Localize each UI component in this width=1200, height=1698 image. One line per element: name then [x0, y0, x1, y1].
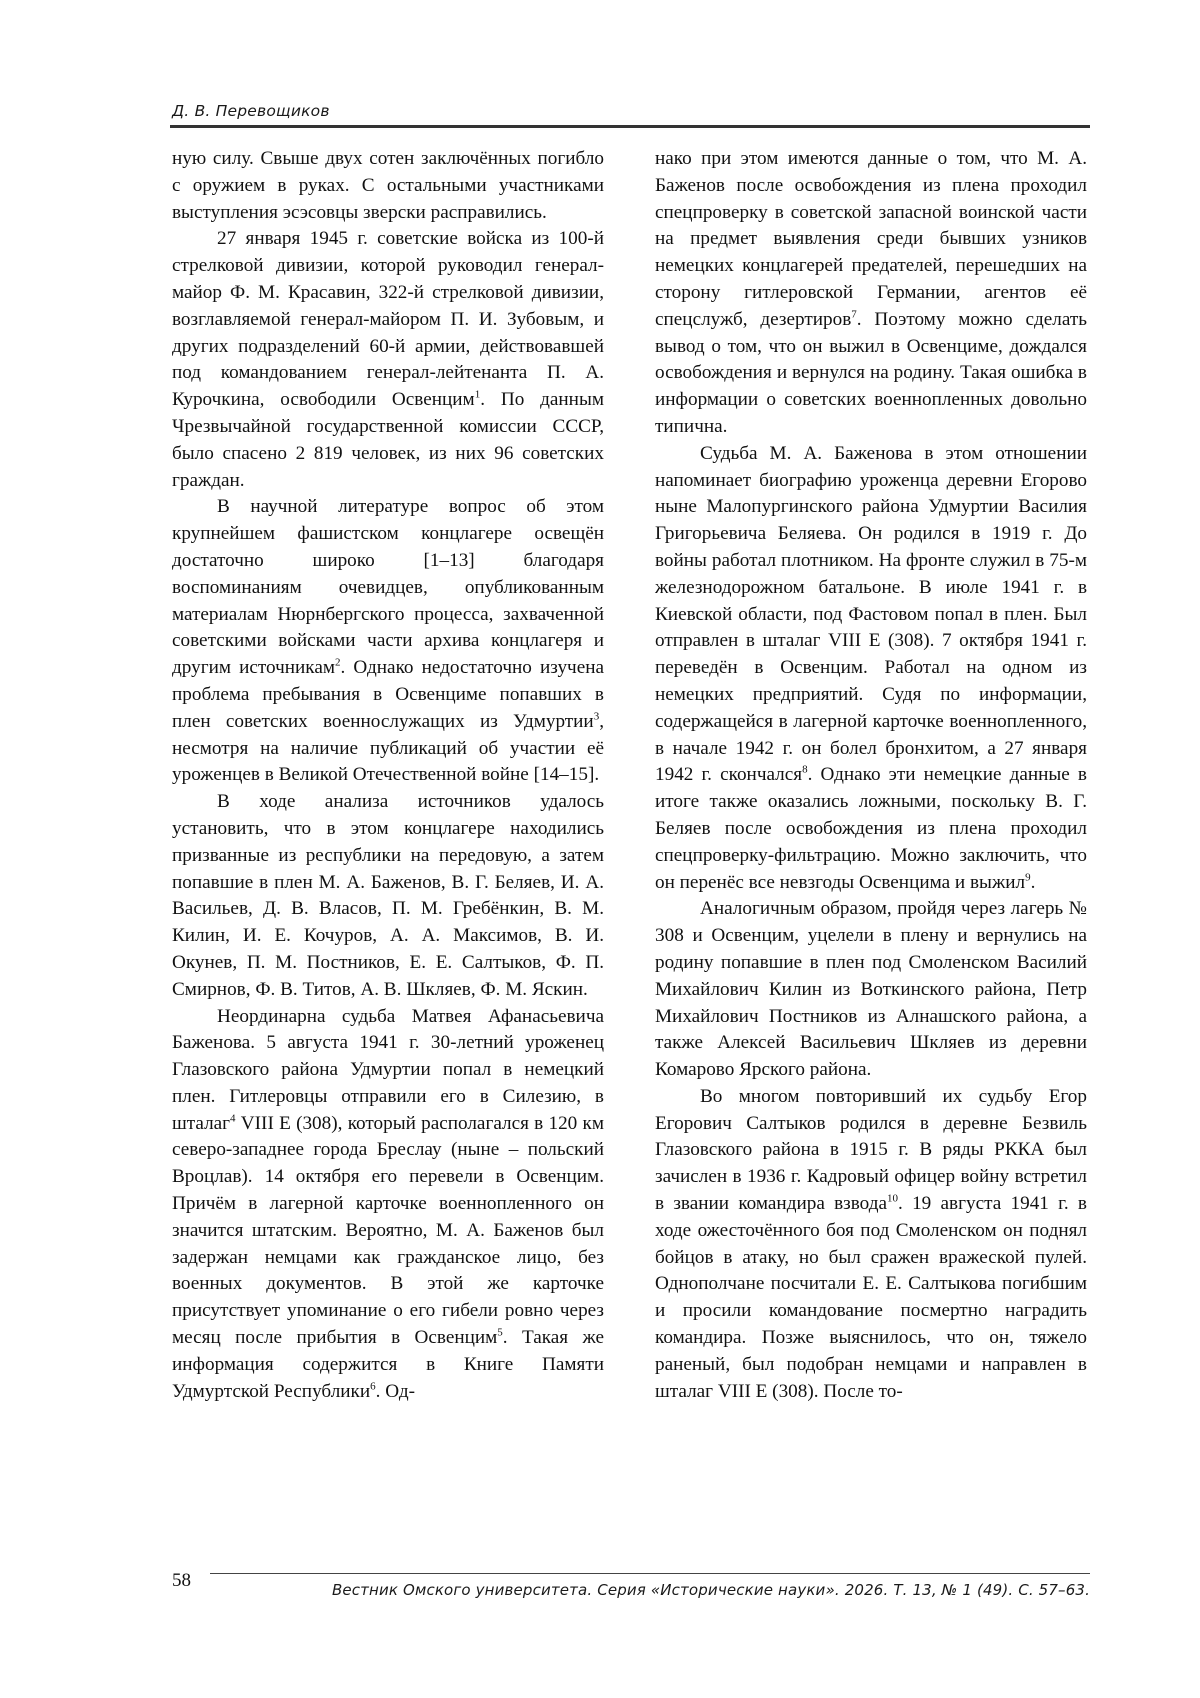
paragraph-text: В научной литературе вопрос об этом крупнейшем фашистском концлагере освещён достаточно широко [1–13] благодаря воспоминаниям очевидцев, опубликованным материалам Нюрнбергского процесса, захваченной советскими войсками части архива концлагеря и другим источникам — [172, 496, 604, 679]
paragraph-text: VIII E (308), который располагался в 120 км северо-западнее города Бреслау (ныне – польский Вроцлав). 14 октября его перевели в Освенцим. Причём в лагерной карточке военнопленного он значится штатским. Вероятно, М. А. Баженов был задержан немцами как гражданское лицо, без военных документов. В этой же карточке присутствует упоминание о его гибели ровно через месяц после прибытия в Освенцим — [172, 1112, 604, 1349]
paragraph — [655, 441, 1087, 897]
running-head-author: Д. В. Перевощиков — [172, 102, 330, 120]
footnote-ref: 3 — [593, 710, 600, 723]
footnote-ref: 2 — [335, 656, 341, 669]
footnote-ref: 10 — [887, 1192, 898, 1205]
paragraph-text: В ходе анализа источников удалось установить, что в этом концлагере находились призванные из республики на передовую, а затем попавшие в плен М. А. Баженов, В. Г. Беляев, И. А. Васильев, Д. В. Власов, П. М. Гребёнкин, В. М. Килин, И. Е. Кочуров, А. А. Максимов, В. И. Окунев, П. М. Постников, Е. Е. Салтыков, Ф. П. Смирнов, Ф. В. Титов, А. В. Шкляев, Ф. М. Яскин. — [172, 791, 604, 1000]
paragraph-text: . По данным Чрезвычайной государственной комиссии СССР, было спасено 2 819 человек, из них 96 советских граждан. — [172, 389, 604, 491]
paragraph — [172, 494, 604, 789]
paragraph-text: . Однако эти немецкие данные в итоге также оказались ложными, поскольку В. Г. Беляев после освобождения из плена проходил спецпроверку-фильтрацию. Можно заключить, что он перенёс все невзгоды Освенцима и выжил — [655, 764, 1087, 893]
paragraph-text: нако при этом имеются данные о том, что М. А. Баженов после освобождения из плена проходил спецпроверку в советской запасной воинской части на предмет выявления среди бывших узников немецких концлагерей предателей, перешедших на сторону гитлеровской Германии, агентов её спецслужб, дезертиров — [655, 148, 1087, 330]
left-column — [172, 146, 604, 1405]
paragraph — [172, 226, 604, 494]
footnote-ref: 4 — [230, 1112, 236, 1125]
footnote-ref: 5 — [497, 1326, 503, 1339]
paragraph — [172, 789, 604, 1003]
header-rule — [170, 125, 1090, 128]
paragraph-text: . Однако недостаточно изучена проблема пребывания в Освенциме попавших в плен советских военнослужащих из Удмуртии — [172, 657, 605, 732]
paragraph-text: . Поэтому можно сделать вывод о том, что он выжил в Освенциме, дождался освобождения и вернулся на родину. Такая ошибка в информации о советских военнопленных довольно типична. — [655, 308, 1087, 437]
footnote-ref: 8 — [802, 763, 808, 776]
footnote-ref: 1 — [474, 388, 481, 401]
paragraph — [655, 146, 1087, 441]
paragraph-text: . Од- — [375, 1380, 415, 1402]
footnote-ref: 9 — [1025, 871, 1031, 884]
footer-rule — [210, 1573, 1090, 1574]
paragraph-text: . 19 августа 1941 г. в ходе ожесточённого боя под Смоленском он поднял бойцов в атаку, но был сражен вражеской пулей. Однополчане посчитали Е. Е. Салтыкова погибшим и просили командование посмертно наградить командира. Позже выяснилось, что он, тяжело раненый, был подобран немцами и направлен в шталаг VIII E (308). После то- — [655, 1193, 1087, 1402]
paragraph-text: Аналогичным образом, пройдя через лагерь № 308 и Освенцим, уцелели в плену и вернулись на родину попавшие в плен под Смоленском Василий Михайлович Килин из Воткинского района, Петр Михайлович Постников из Алнашского района, а также Алексей Васильевич Шкляев из деревни Комарово Ярского района. — [655, 898, 1087, 1081]
footnote-ref: 6 — [370, 1380, 376, 1393]
journal-citation: Вестник Омского университета. Серия «Исторические науки». 2026. Т. 13, № 1 (49). С. 57–63. — [331, 1581, 1090, 1599]
page-number: 58 — [172, 1570, 191, 1591]
paragraph — [172, 1004, 604, 1406]
right-column — [655, 146, 1087, 1405]
paragraph-text: 27 января 1945 г. советские войска из 100-й стрелковой дивизии, которой руководил генерал-майор Ф. М. Красавин, 322-й стрелковой дивизии, возглавляемой генерал-майором П. И. Зубовым, и других подразделений 60-й армии, действовавшей под командованием генерал-лейтенанта П. А. Курочкина, освободили Освенцим — [172, 228, 604, 411]
paragraph — [655, 896, 1087, 1084]
paragraph-text: Неординарна судьба Матвея Афанасьевича Баженова. 5 августа 1941 г. 30-летний уроженец Глазовского района Удмуртии попал в немецкий плен. Гитлеровцы отправили его в Силезию, в шталаг — [172, 1005, 604, 1134]
paragraph-text: Судьба М. А. Баженова в этом отношении напоминает биографию уроженца деревни Егорово ныне Малопургинского района Удмуртии Василия Григорьевича Беляева. Он родился в 1919 г. До войны работал плотником. На фронте служил в 75-м железнодорожном батальоне. В июле 1941 г. в Киевской области, под Фастовом попал в плен. Был отправлен в шталаг VIII E (308). 7 октября 1941 г. переведён в Освенцим. Работал на одном из немецких предприятий. Судя по информации, содержащейся в лагерной карточке военнопленного, в начале 1942 г. он болел бронхитом, а 27 января 1942 г. скончался — [655, 442, 1087, 786]
paragraph-text: Во многом повторивший их судьбу Егор Егорович Салтыков родился в деревне Безвиль Глазовского района в 1915 г. В ряды РККА был зачислен в 1936 г. Кадровый офицер войну встретил в звании командира взвода — [655, 1085, 1087, 1215]
paragraph — [655, 1084, 1087, 1406]
paragraph — [172, 146, 604, 226]
paragraph-text: . Такая же информация содержится в Книге Памяти Удмуртской Республики — [172, 1327, 604, 1402]
paragraph-text: ную силу. Свыше двух сотен заключённых погибло с оружием в руках. С остальными участниками выступления эсэсовцы зверски расправились. — [172, 148, 604, 223]
paragraph-text: , несмотря на наличие публикаций об участии её уроженцев в Великой Отечественной войне [14–15]. — [172, 710, 604, 786]
footnote-ref: 7 — [851, 308, 857, 321]
paragraph-text: . — [1030, 871, 1036, 893]
